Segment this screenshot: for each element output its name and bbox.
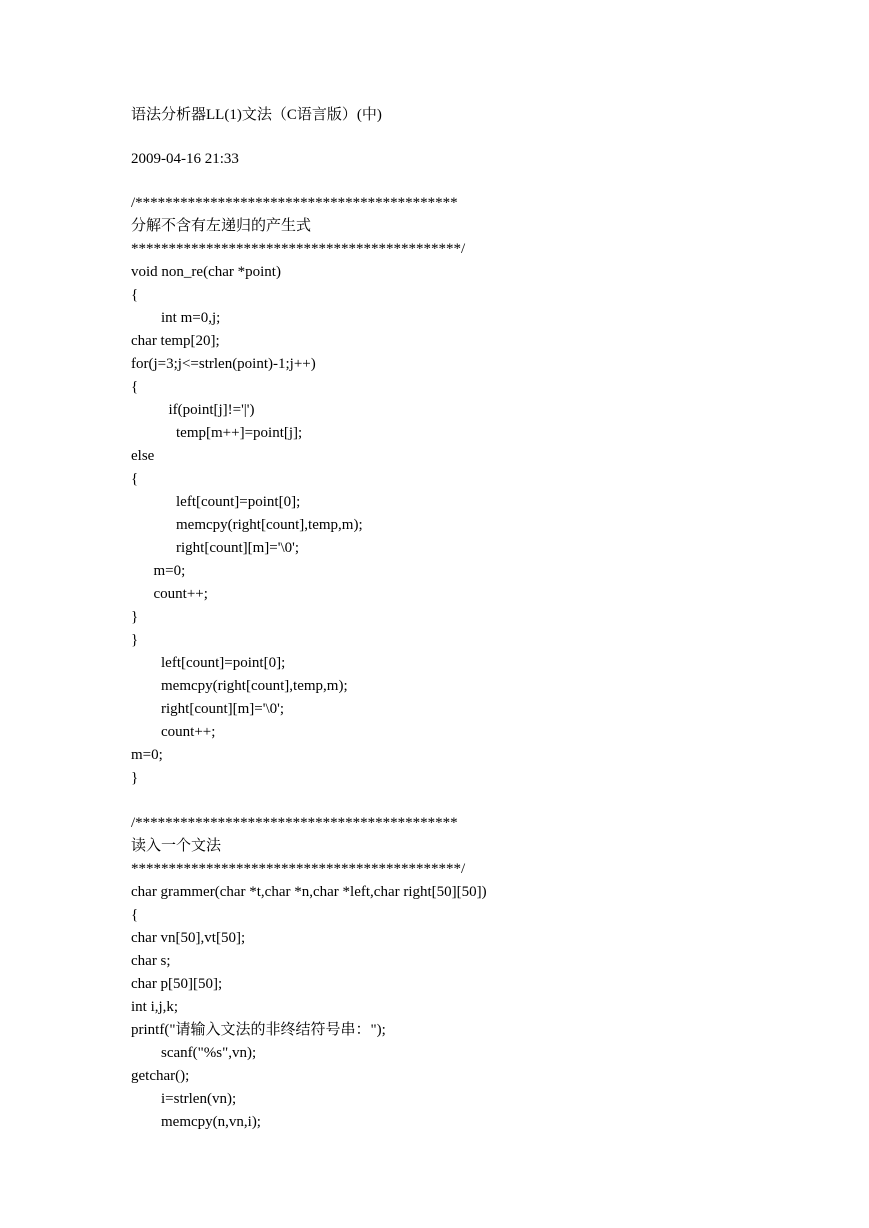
code-line: { [131, 907, 139, 923]
code-line: { [131, 471, 139, 487]
code-block-non-re [131, 192, 831, 790]
code-line: count++; [131, 724, 216, 740]
code-line: char vn[50],vt[50]; [131, 930, 246, 946]
code-line: right[count][m]='\0'; [131, 540, 300, 556]
code-line: /******************************************* [131, 195, 458, 211]
code-line: right[count][m]='\0'; [131, 701, 285, 717]
code-line: left[count]=point[0]; [131, 655, 286, 671]
code-line: char grammer(char *t,char *n,char *left,char right[50][50]) [131, 884, 487, 900]
code-line: for(j=3;j<=strlen(point)-1;j++) [131, 356, 316, 372]
code-block-grammer [131, 812, 831, 1134]
code-line: temp[m++]=point[j]; [131, 425, 303, 441]
code-line: } [131, 770, 139, 786]
code-line: scanf("%s",vn); [131, 1045, 257, 1061]
code-line: void non_re(char *point) [131, 264, 281, 280]
code-line: if(point[j]!='|') [131, 402, 255, 418]
code-line: /******************************************* [131, 815, 458, 831]
code-line: int m=0,j; [131, 310, 221, 326]
code-line: printf("请输入文法的非终结符号串："); [131, 1022, 386, 1038]
code-line: memcpy(n,vn,i); [131, 1114, 261, 1130]
code-comment: 分解不含有左递归的产生式 [131, 218, 312, 234]
post-date: 2009-04-16 21:33 [131, 151, 239, 167]
code-line: char p[50][50]; [131, 976, 223, 992]
code-line: i=strlen(vn); [131, 1091, 237, 1107]
code-line: int i,j,k; [131, 999, 179, 1015]
code-line: memcpy(right[count],temp,m); [131, 517, 363, 533]
code-comment: 读入一个文法 [131, 838, 222, 854]
code-line: m=0; [131, 747, 163, 763]
code-line: char s; [131, 953, 171, 969]
code-line: } [131, 609, 139, 625]
code-line: ********************************************/ [131, 241, 466, 257]
code-line: count++; [131, 586, 208, 602]
code-line: m=0; [131, 563, 186, 579]
code-line: ********************************************/ [131, 861, 466, 877]
block-spacer [131, 790, 831, 812]
code-line: memcpy(right[count],temp,m); [131, 678, 348, 694]
page-title: 语法分析器LL(1)文法（C语言版）(中) [131, 107, 382, 123]
code-line: else [131, 448, 155, 464]
code-line: } [131, 632, 139, 648]
code-line: { [131, 287, 139, 303]
code-line: getchar(); [131, 1068, 190, 1084]
code-line: { [131, 379, 139, 395]
document-page [131, 104, 831, 1134]
code-line: char temp[20]; [131, 333, 220, 349]
code-line: left[count]=point[0]; [131, 494, 301, 510]
